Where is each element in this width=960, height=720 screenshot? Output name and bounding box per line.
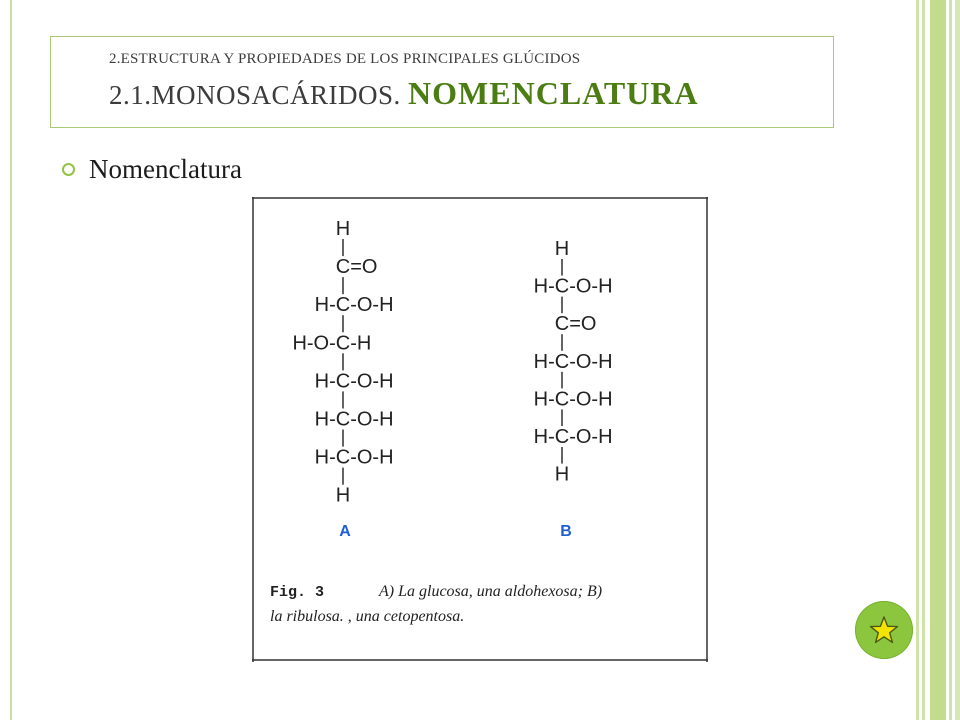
structure-a-row: H (335, 218, 351, 240)
slide-subtitle: 2.ESTRUCTURA Y PROPIEDADES DE LOS PRINCIPALES GLÚCIDOS (109, 51, 581, 67)
bullet-text: Nomenclatura (89, 154, 242, 184)
structure-a-row: H (335, 484, 351, 507)
structure-b-label: B (560, 523, 572, 540)
structure-b-row: H (554, 463, 570, 486)
structure-a (292, 218, 393, 507)
title-box (50, 36, 834, 128)
structure-a-label: A (339, 523, 351, 540)
slide-title-accent: NOMENCLATURA (408, 75, 699, 111)
left-border (10, 0, 12, 720)
structure-b-row: C=O (554, 313, 597, 336)
slide-title-main: 2.1.MONOSACÁRIDOS. (109, 80, 409, 110)
caption-prefix: Fig. 3 (270, 584, 325, 601)
star-action-button[interactable] (855, 601, 913, 659)
structure-b-row: H (554, 238, 570, 260)
circle-bullet-icon (62, 163, 75, 176)
structure-b-row: H-C-O-H (533, 388, 613, 411)
slide-title (109, 75, 699, 112)
bullet-item (62, 154, 242, 185)
structure-a-row: H-C-O-H (314, 370, 394, 393)
structure-a-row: H-C-O-H (314, 408, 394, 431)
structure-b-row: H-C-O-H (533, 426, 613, 448)
figure-image (252, 197, 708, 662)
structure-a-row: H-O-C-H (292, 332, 372, 355)
structure-a-row: H-C-O-H (314, 294, 394, 317)
structure-a-row: H-C-O-H (314, 446, 394, 469)
structure-b (534, 238, 613, 486)
caption-line-1: A) La glucosa, una aldohexosa; B) (379, 583, 603, 600)
structure-a-row: C=O (335, 256, 378, 279)
structure-b-row: H-C-O-H (533, 350, 613, 373)
structure-b-row: H-C-O-H (533, 275, 613, 298)
star-icon (869, 615, 899, 645)
right-decorative-stripes (916, 0, 960, 720)
caption-line-2: la ribulosa. , una cetopentosa. (270, 608, 465, 625)
